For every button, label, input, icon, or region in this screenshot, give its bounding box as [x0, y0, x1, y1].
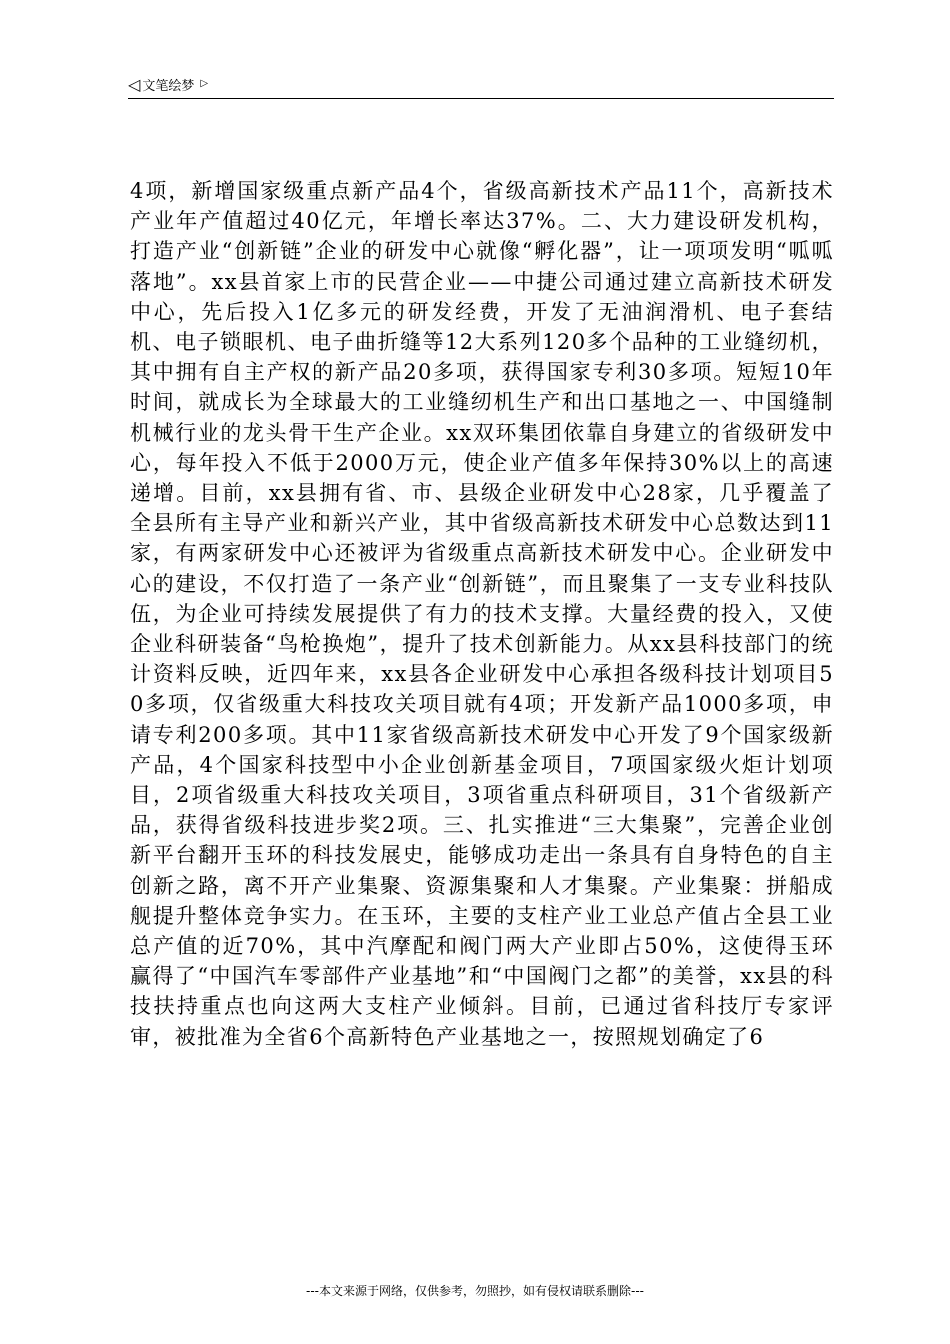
footer-disclaimer: ---本文来源于网络，仅供参考，勿照抄，如有侵权请联系删除---: [306, 1284, 644, 1298]
triangle-left-icon: ◁: [128, 75, 141, 94]
brand-logo: [128, 74, 208, 97]
page-header: [128, 74, 834, 99]
body-paragraph: 4项，新增国家级重点新产品4个，省级高新技术产品11个，高新技术产业年产值超过40亿元，年增长率达37%。二、大力建设研发机构，打造产业“创新链”企业的研发中心就像“孵化器”，让一项项发明“呱呱落地”。xx县首家上市的民营企业——中捷公司通过建立高新技术研发中心，先后投入1亿多元的研发经费，开发了无油润滑机、电子套结机、电子锁眼机、电子曲折缝等12大系列120多个品种的工业缝纫机，其中拥有自主产权的新产品20多项，获得国家专利30多项。短短10年时间，就成长为全球最大的工业缝纫机生产和出口基地之一、中国缝制机械行业的龙头骨干生产企业。xx双环集团依靠自身建立的省级研发中心，每年投入不低于2000万元，使企业产值多年保持30%以上的高速递增。目前，xx县拥有省、市、县级企业研发中心28家，几乎覆盖了全县所有主导产业和新兴产业，其中省级高新技术研发中心总数达到11家，有两家研发中心还被评为省级重点高新技术研发中心。企业研发中心的建设，不仅打造了一条产业“创新链”，而且聚集了一支专业科技队伍，为企业可持续发展提供了有力的技术支撑。大量经费的投入，又使企业科研装备“鸟枪换炮”，提升了技术创新能力。从xx县科技部门的统计资料反映，近四年来，xx县各企业研发中心承担各级科技计划项目50多项，仅省级重大科技攻关项目就有4项；开发新产品1000多项，申请专利200多项。其中11家省级高新技术研发中心开发了9个国家级新产品，4个国家科技型中小企业创新基金项目，7项国家级火炬计划项目，2项省级重大科技攻关项目，3项省重点科研项目，31个省级新产品，获得省级科技进步奖2项。三、扎实推进“三大集聚”，完善企业创新平台翻开玉环的科技发展史，能够成功走出一条具有自身特色的自主创新之路，离不开产业集聚、资源集聚和人才集聚。产业集聚：拼船成舰提升整体竞争实力。在玉环，主要的支柱产业工业总产值占全县工业总产值的近70%，其中汽摩配和阀门两大产业即占50%，这使得玉环赢得了“中国汽车零部件产业基地”和“中国阀门之都”的美誉，xx县的科技扶持重点也向这两大支柱产业倾斜。目前，已通过省科技厅专家评审，被批准为全省6个高新特色产业基地之一，按照规划确定了6: [130, 179, 834, 1049]
brand-name: 文笔绘梦: [142, 79, 195, 94]
triangle-right-icon: ▷: [200, 78, 209, 89]
